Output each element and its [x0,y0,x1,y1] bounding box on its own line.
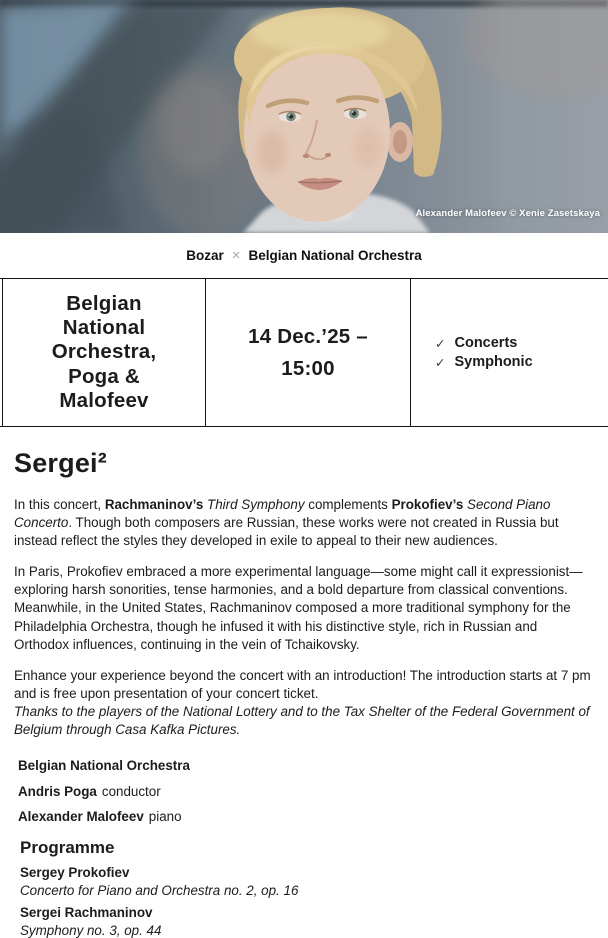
cross-separator-icon: × [231,247,241,264]
category-tag[interactable] [435,354,533,370]
article-paragraph: Enhance your experience beyond the concert with an introduction! The introduction starts at 7 pm and is free upon presentation of your concert ticket. Thanks to the players of the National Lottery and to the Tax Shelter of the Federal Government of Belgium through Casa Kafka Pictures. [14,667,591,738]
programme-item [20,865,594,898]
hero-image [0,0,608,233]
programme-section [20,838,594,938]
event-time: 15:00 [281,356,335,380]
performer-line [18,758,594,773]
performers-list [18,758,594,824]
event-date: 14 Dec.’25 – [248,324,368,348]
checkmark-icon: ✓ [435,336,446,351]
category-tag-label: Symphonic [454,354,533,370]
hero-portrait [0,0,608,233]
programme-heading: Programme [20,838,115,858]
article-paragraph: In Paris, Prokofiev embraced a more experimental language—some might call it expressionist—exploring harsh sonorities, tense harmonies, and a bold departure from classical conventions. Meanwhile, in the United States, Rachmaninov composed a more traditional symphony for the Philadelphia Orchestra, though he infused it with his distinctive style, rich in Russian and Orthodox influences, continuing in the vein of Tchaikovsky. [14,564,583,652]
brand-orchestra-link[interactable]: Belgian National Orchestra [248,248,422,263]
programme-composer: Sergei Rachmaninov [20,905,153,921]
programme-work: Symphony no. 3, op. 44 [20,923,162,938]
programme-item [20,905,594,938]
performer-line [18,784,594,799]
category-tag[interactable] [435,335,533,351]
performer-name: Alexander Malofeev [18,809,144,825]
programme-work: Concerto for Piano and Orchestra no. 2, op. 16 [20,883,299,899]
event-info-box [0,278,608,427]
article-paragraph: In this concert, Rachmaninov’s Third Symphony complements Prokofiev’s Second Piano Concerto. Though both composers are Russian, these works were not created in Russia but instead reflect the styles they developed in exile to appeal to their new audiences. [14,497,559,549]
event-datetime-cell [206,279,411,426]
brand-row [0,233,608,278]
programme-items [20,865,594,938]
category-tag-label: Concerts [454,335,518,351]
page-title: Sergei² [14,448,107,478]
event-title-cell [2,279,206,426]
performer-role: piano [148,809,182,825]
performer-name: Belgian National Orchestra [18,758,190,774]
brand-bozar-link[interactable]: Bozar [186,248,224,263]
article [0,448,608,938]
event-tags-cell [411,279,608,426]
performer-name: Andris Poga [18,783,97,799]
category-tags [435,335,533,370]
checkmark-icon: ✓ [435,355,446,370]
photo-credit: Alexander Malofeev © Xenie Zasetskaya [415,208,600,219]
programme-composer: Sergey Prokofiev [20,865,130,881]
performer-role: conductor [101,783,161,799]
article-paragraphs [14,496,594,739]
event-title: Belgian National Orchestra, Poga & Malofeev [51,292,157,412]
performer-line [18,809,594,824]
event-datetime [248,321,368,385]
